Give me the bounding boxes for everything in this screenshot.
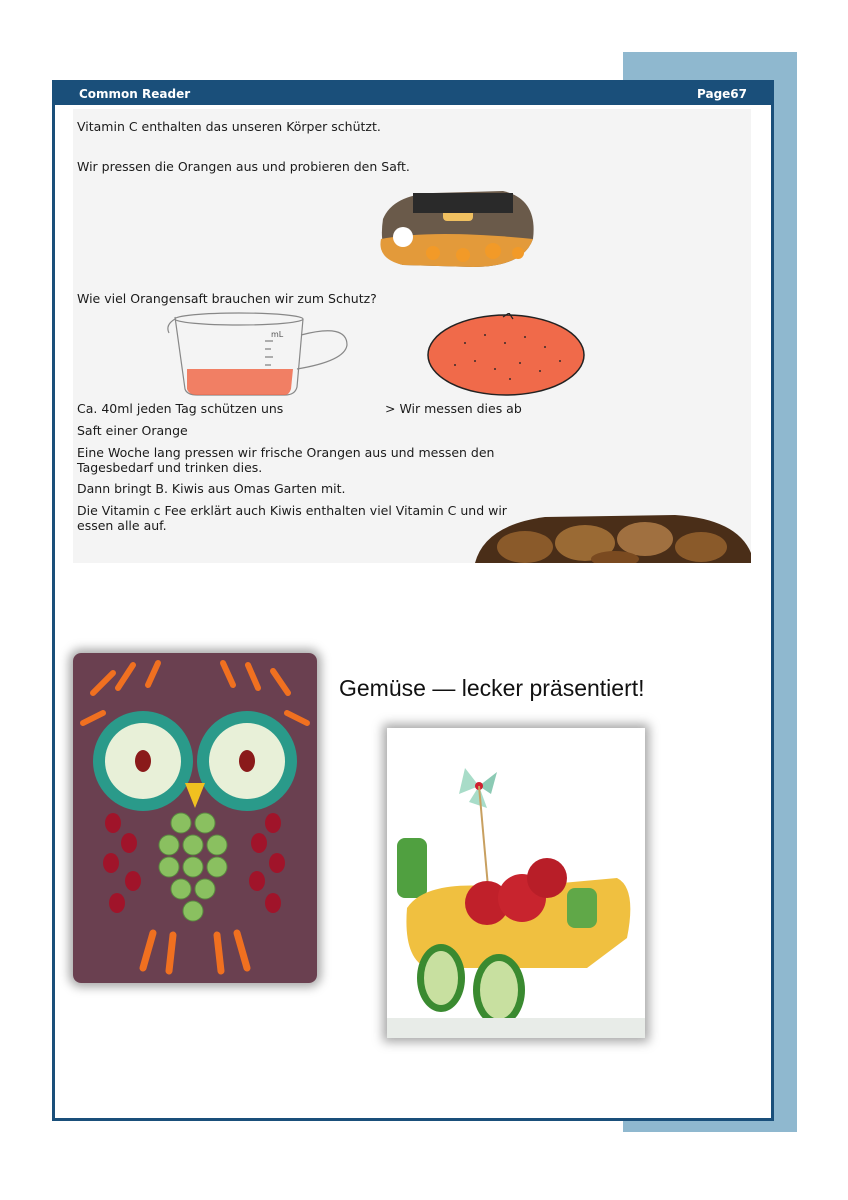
document-page	[52, 80, 774, 1121]
juice-photo	[373, 189, 543, 269]
text-line-8: Dann bringt B. Kiwis aus Omas Garten mit.	[77, 481, 346, 496]
text-line-6: Eine Woche lang pressen wir frische Orangen aus und messen den	[77, 445, 495, 460]
text-line-9: Die Vitamin c Fee erklärt auch Kiwis enthalten viel Vitamin C und wir	[77, 503, 507, 518]
page-number: Page67	[697, 87, 747, 101]
text-line-4b: > Wir messen dies ab	[385, 401, 522, 416]
orange-drawing	[425, 313, 587, 397]
section-title: Gemüse — lecker präsentiert!	[339, 675, 645, 701]
text-line-1: Vitamin C enthalten das unseren Körper schützt.	[77, 119, 381, 134]
text-line-4: Ca. 40ml jeden Tag schützen uns	[77, 401, 284, 416]
text-line-5: Saft einer Orange	[77, 423, 188, 438]
measuring-cup-drawing	[161, 309, 351, 397]
kiwi-photo	[475, 513, 751, 563]
vegetable-car-image	[387, 728, 645, 1038]
scanned-worksheet	[73, 109, 751, 563]
vegetable-owl-image	[73, 653, 317, 983]
page-header	[55, 83, 771, 105]
cup-unit-label: mL	[271, 330, 284, 339]
text-line-10: essen alle auf.	[77, 518, 167, 533]
text-line-7: Tagesbedarf und trinken dies.	[77, 460, 263, 475]
text-line-3: Wie viel Orangensaft brauchen wir zum Schutz?	[77, 291, 377, 306]
header-title: Common Reader	[79, 87, 191, 101]
text-line-2: Wir pressen die Orangen aus und probieren den Saft.	[77, 159, 410, 174]
